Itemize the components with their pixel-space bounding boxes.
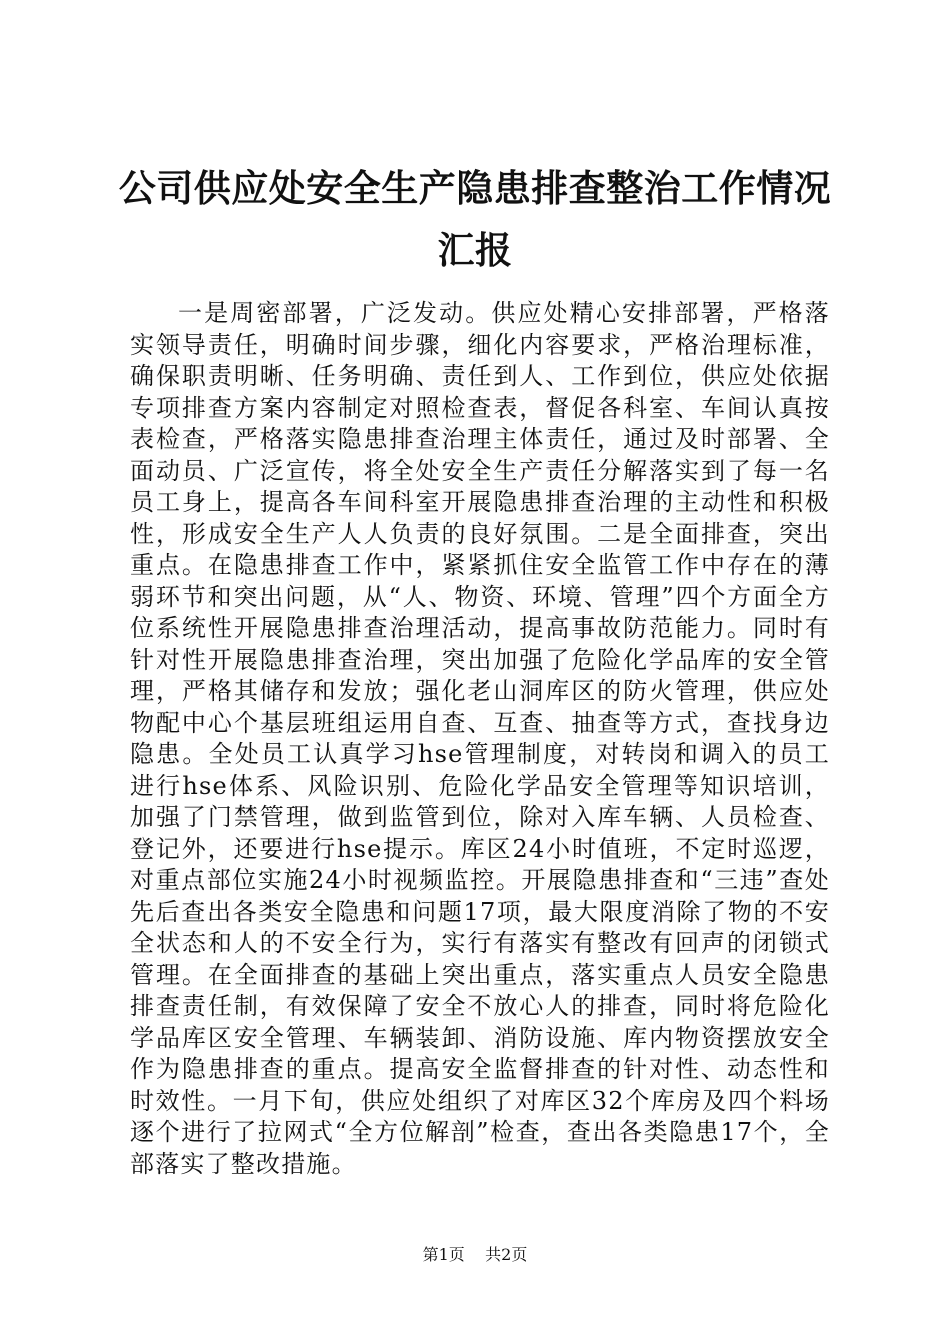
document-title: 公司供应处安全生产隐患排查整治工作情况汇报 (118, 167, 832, 272)
page-total: 共2页 (485, 1245, 528, 1264)
page-footer (0, 1244, 950, 1266)
document-body-paragraph: 一是周密部署，广泛发动。供应处精心安排部署，严格落实领导责任，明确时间步骤，细化内容要求，严格治理标准，确保职责明晰、任务明确、责任到人、工作到位，供应处依据专项排查方案内容制定对照检查表，督促各科室、车间认真按表检查，严格落实隐患排查治理主体责任，通过及时部署、全面动员、广泛宣传，将全处安全生产责任分解落实到了每一名员工身上，提高各车间科室开展隐患排查治理的主动性和积极性，形成安全生产人人负责的良好氛围。二是全面排查，突出重点。在隐患排查工作中，紧紧抓住安全监管工作中存在的薄弱环节和突出问题，从“人、物资、环境、管理”四个方面全方位系统性开展隐患排查治理活动，提高事故防范能力。同时有针对性开展隐患排查治理，突出加强了危险化学品库的安全管理，严格其储存和发放；强化老山洞库区的防火管理，供应处物配中心个基层班组运用自查、互查、抽查等方式，查找身边隐患。全处员工认真学习hse管理制度，对转岗和调入的员工进行hse体系、风险识别、危险化学品安全管理等知识培训，加强了门禁管理，做到监管到位，除对入库车辆、人员检查、登记外，还要进行hse提示。库区24小时值班，不定时巡逻，对重点部位实施24小时视频监控。开展隐患排查和“三违”查处先后查出各类安全隐患和问题17项，最大限度消除了物的不安全状态和人的不安全行为，实行有落实有整改有回声的闭锁式管理。在全面排查的基础上突出重点，落实重点人员安全隐患排查责任制，有效保障了安全不放心人的排查，同时将危险化学品库区安全管理、车辆装卸、消防设施、库内物资摆放安全作为隐患排查的重点。提高安全监督排查的针对性、动态性和时效性。一月下旬，供应处组织了对库区32个库房及四个料场逐个进行了拉网式“全方位解剖”检查，查出各类隐患17个，全部落实了整改措施。 (130, 299, 830, 1178)
page-number: 第1页 (422, 1245, 465, 1264)
page-separator (470, 1245, 480, 1264)
